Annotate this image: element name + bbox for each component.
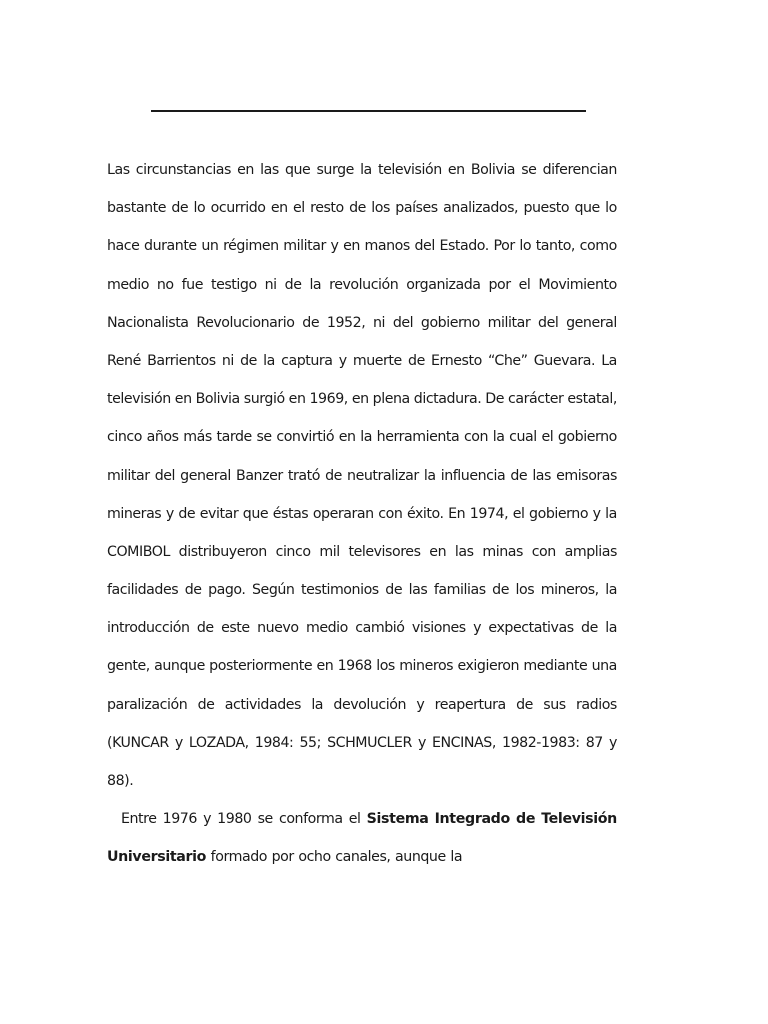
paragraph-1-line: cinco años más tarde se convirtió en la herramienta con la cual el gobierno [107,429,617,446]
paragraph-1-line: (KUNCAR y LOZADA, 1984: 55; SCHMUCLER y ENCINAS, 1982-1983: 87 y [107,734,617,751]
body-text [107,151,617,877]
paragraph-1-line: René Barrientos ni de la captura y muerte de Ernesto “Che” Guevara. La [107,352,617,369]
paragraph-1-line: introducción de este nuevo medio cambió visiones y expectativas de la [107,620,617,637]
paragraph-1-line: hace durante un régimen militar y en manos del Estado. Por lo tanto, como [107,238,617,255]
paragraph-1-line: Nacionalista Revolucionario de 1952, ni del gobierno militar del general [107,314,617,331]
header-rule [151,110,586,112]
paragraph-1-line: Las circunstancias en las que surge la televisión en Bolivia se diferencian [107,162,617,178]
paragraph-2-line-1: Entre 1976 y 1980 se conforma el Sistema Integrado de Televisión [121,811,617,828]
paragraph-1-line: 88). [107,773,134,789]
paragraph-1-line: militar del general Banzer trató de neutralizar la influencia de las emisoras [107,467,617,484]
paragraph-1-line: paralización de actividades la devolución y reapertura de sus radios [107,696,617,713]
paragraph-1-line: gente, aunque posteriormente en 1968 los mineros exigieron mediante una [107,658,617,675]
paragraph-1-line: medio no fue testigo ni de la revolución organizada por el Movimiento [107,276,617,293]
paragraph-1-line: mineras y de evitar que éstas operaran con éxito. En 1974, el gobierno y la [107,505,617,522]
paragraph-1-line: bastante de lo ocurrido en el resto de los países analizados, puesto que lo [107,200,617,217]
paragraph-1-line: COMIBOL distribuyeron cinco mil televisores en las minas con amplias [107,543,617,560]
paragraph-1-line: televisión en Bolivia surgió en 1969, en plena dictadura. De carácter estatal, [107,391,617,408]
paragraph-1 [107,151,617,800]
paragraph-2-line-2: Universitario formado por ocho canales, aunque la [107,838,617,876]
paragraph-1-line: facilidades de pago. Según testimonios de las familias de los mineros, la [107,582,617,599]
system-name-end: Universitario [107,849,207,866]
